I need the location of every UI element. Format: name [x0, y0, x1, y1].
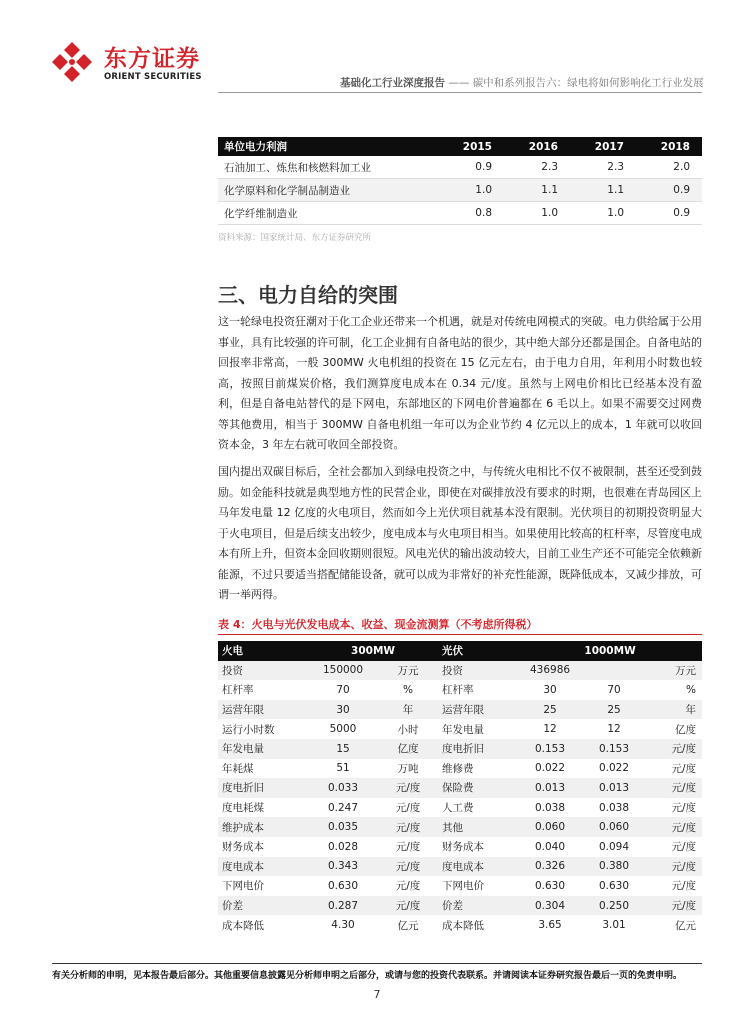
table-cell: [582, 661, 646, 681]
row-label: 年耗煤: [222, 762, 254, 775]
thermal-header: 火电: [218, 641, 308, 661]
table-row: [218, 680, 702, 700]
table-cell: 25: [518, 700, 582, 720]
table-cell: %: [686, 683, 697, 696]
table-row: [218, 798, 702, 818]
row-label: 财务成本: [442, 841, 485, 854]
column-header: 单位电力利润: [218, 137, 438, 156]
table-cell: 5000: [329, 723, 357, 736]
table-cell: 元/度: [378, 778, 438, 798]
footer-divider: [52, 963, 702, 964]
row-label: 其他: [438, 817, 518, 837]
table-row: [218, 759, 702, 779]
running-title: [340, 75, 704, 90]
brand-logo: [50, 40, 220, 86]
thermal-capacity: 300MW: [308, 641, 438, 661]
section-title: 三、电力自给的突围: [218, 283, 398, 307]
table-cell: 150000: [308, 661, 378, 681]
table-cell: 12: [607, 723, 621, 736]
table-cell: 0.038: [534, 801, 566, 814]
table-row: [218, 700, 702, 720]
table-cell: 70: [336, 683, 350, 696]
page-number: 7: [373, 988, 381, 1001]
orient-securities-logo-icon: [50, 40, 94, 84]
table-cell: 元/度: [646, 857, 702, 877]
table-cell: 0.380: [582, 857, 646, 877]
table-cell: 1.1: [504, 179, 570, 202]
table-row: [218, 202, 702, 225]
header-divider: [218, 92, 702, 93]
row-label: 价差: [438, 896, 518, 916]
pv-header: 光伏: [438, 641, 518, 661]
row-label: 化学纤维制造业: [218, 202, 438, 225]
table-row: [218, 817, 702, 837]
table-cell: 0.630: [534, 879, 566, 892]
title-separator: ——: [448, 77, 470, 89]
table-cell: 0.060: [582, 817, 646, 837]
table-row: [218, 896, 702, 916]
table-cell: 12: [543, 723, 557, 736]
brand-name-cn: 东方证券: [104, 46, 200, 72]
row-label: 杠杆率: [442, 684, 474, 697]
column-header: 2015: [438, 137, 504, 156]
table-cell: 亿元: [397, 919, 419, 932]
table-row: [218, 661, 702, 681]
table-cell: 元/度: [646, 896, 702, 916]
row-label: 化学原料和化学制品制造业: [218, 179, 438, 202]
caption-divider: [218, 634, 702, 635]
body-paragraph: 这一轮绿电投资狂潮对于化工企业还带来一个机遇，就是对传统电网模式的突破。电力供给属于公用事业，具有比较强的许可制，化工企业拥有自备电站的很少，其中绝大部分还都是国企。自备电站的回报率非常高，一般 300MW 火电机组的投资在 15 亿元左右，由于电力自用，年利用小时数也较高，按照目前煤炭价格，我们测算度电成本在 0.34 元/度。虽然与上网电价相比已经基本没有盈利，但是自备电站替代的是下网电，东部地区的下网电价普遍都在 6 毛以上。如果不需要交过网费等其他费用，相当于 300MW 自备电机组一年可以为企业节约 4 亿元以上的成本，1 年就可以收回资本金，3 年左右就可收回全部投资。: [218, 315, 702, 451]
table-cell: 元/度: [671, 762, 697, 775]
table-cell: 0.250: [582, 896, 646, 916]
table-cell: 元/度: [395, 802, 421, 815]
row-label: 年发电量: [218, 739, 308, 759]
row-label: 杠杆率: [222, 684, 254, 697]
table-cell: 亿度: [378, 739, 438, 759]
table-cell: 0.287: [308, 896, 378, 916]
table-cell: 0.630: [327, 879, 359, 892]
row-label: 价差: [218, 896, 308, 916]
table-cell: 0.094: [598, 840, 630, 853]
row-label: 石油加工、炼焦和核燃料加工业: [218, 156, 438, 179]
table-cell: 30: [308, 700, 378, 720]
table-caption: 表 4：火电与光伏发电成本、收益、现金流测算（不考虑所得税）: [218, 618, 538, 631]
table-header-row: [218, 137, 702, 156]
table-cell: 0.040: [534, 840, 566, 853]
table-cell: 1.0: [570, 202, 636, 225]
table-cell: 0.060: [518, 817, 582, 837]
row-label: 运行小时数: [222, 723, 275, 736]
column-header: 2018: [636, 137, 702, 156]
pv-capacity: 1000MW: [518, 641, 702, 661]
table-cell: 0.038: [598, 801, 630, 814]
table-cell: 4.30: [331, 919, 355, 932]
brand-name-en: ORIENT SECURITIES: [104, 72, 202, 82]
table-cell: 1.0: [438, 179, 504, 202]
row-label: 度电耗煤: [222, 802, 264, 815]
row-label: 财务成本: [222, 841, 264, 854]
report-type: 基础化工行业深度报告: [340, 77, 445, 89]
row-label: 人工费: [442, 802, 474, 815]
table-cell: 51: [336, 762, 350, 775]
table-cell: 0.022: [598, 762, 630, 775]
table-cell: 万元: [378, 661, 438, 681]
table-cell: 万元: [646, 661, 702, 681]
table-cell: 2.3: [504, 156, 570, 179]
row-label: 投资: [218, 661, 308, 681]
body-paragraph: 国内提出双碳目标后，全社会都加入到绿电投资之中，与传统火电相比不仅不被限制，甚至还受到鼓励。如金能科技就是典型地方性的民营企业，即使在对碳排放没有要求的时期，也很难在青岛园区上马年发电量 12 亿度的火电项目，然而如今上光伏项目就基本没有限制。光伏项目的初期投资明显大于火电项目，但是后续支出较少，度电成本与火电项目相当。如果使用比较高的杠杆率，尽管度电成本有所上升，但资本金回收期则很短。风电光伏的输出波动较大，目前工业生产还不可能完全依赖新能源，不过只要适当搭配储能设备，就可以成为非常好的补充性能源，既降低成本，又减少排放，可谓一举两得。: [218, 465, 702, 601]
table-cell: 0.326: [518, 857, 582, 877]
table-cell: 元/度: [646, 817, 702, 837]
table-cell: 0.9: [636, 202, 702, 225]
table-cell: 25: [582, 700, 646, 720]
table-source: 资料来源：国家统计局、东方证券研究所: [218, 233, 372, 243]
table-cell: 元/度: [378, 896, 438, 916]
table-cell: 0.153: [518, 739, 582, 759]
table-row: [218, 719, 702, 739]
table-cell: 元/度: [646, 778, 702, 798]
table-cell: 0.8: [438, 202, 504, 225]
table-cell: 0.9: [438, 156, 504, 179]
table-cell: 0.013: [582, 778, 646, 798]
table-row: [218, 778, 702, 798]
table-cell: 元/度: [378, 857, 438, 877]
row-label: 下网电价: [222, 880, 264, 893]
table-cell: 元/度: [671, 841, 697, 854]
table-cell: 0.247: [327, 801, 359, 814]
row-label: 成本降低: [222, 919, 264, 932]
table-cell: 亿度: [675, 723, 697, 736]
table-cell: 0.153: [582, 739, 646, 759]
row-label: 下网电价: [442, 880, 485, 893]
row-label: 成本降低: [442, 919, 485, 932]
table-row: [218, 179, 702, 202]
disclaimer: 有关分析师的申明，见本报告最后部分。其他重要信息披露见分析师申明之后部分，或请与您的投资代表联系。并请阅读本证券研究报告最后一页的免责申明。: [52, 971, 683, 981]
table-row: [218, 857, 702, 877]
table-cell: 3.65: [538, 919, 562, 932]
table-cell: 2.3: [570, 156, 636, 179]
row-label: 度电折旧: [438, 739, 518, 759]
table-cell: 0.028: [327, 840, 359, 853]
row-label: 运营年限: [438, 700, 518, 720]
table-cell: 元/度: [378, 817, 438, 837]
table-cell: 0.304: [518, 896, 582, 916]
table-cell: 0.035: [308, 817, 378, 837]
row-label: 保险费: [438, 778, 518, 798]
column-header: 2017: [570, 137, 636, 156]
column-header: 2016: [504, 137, 570, 156]
table-cell: 元/度: [646, 739, 702, 759]
table-cell: 1.0: [504, 202, 570, 225]
table-cell: 15: [308, 739, 378, 759]
table-cell: %: [403, 683, 413, 696]
table-cell: 元/度: [671, 802, 697, 815]
row-label: 度电成本: [438, 857, 518, 877]
row-label: 投资: [438, 661, 518, 681]
table-cell: 70: [607, 683, 621, 696]
table-cell: 0.022: [534, 762, 566, 775]
report-title: 碳中和系列报告六：绿电将如何影响化工行业发展: [472, 77, 704, 89]
table-cell: 0.630: [598, 879, 630, 892]
table-cell: 30: [543, 683, 557, 696]
table-cell: 元/度: [395, 841, 421, 854]
row-label: 维护成本: [218, 817, 308, 837]
profit-per-power-table: [218, 137, 702, 225]
cost-comparison-table: [218, 641, 702, 935]
row-label: 维修费: [442, 762, 474, 775]
table-row: [218, 837, 702, 857]
table-row: [218, 156, 702, 179]
table-cell: 1.1: [570, 179, 636, 202]
row-label: 度电折旧: [218, 778, 308, 798]
table-cell: 元/度: [395, 880, 421, 893]
table-cell: 436986: [518, 661, 582, 681]
table-cell: 0.013: [518, 778, 582, 798]
table-cell: 0.033: [308, 778, 378, 798]
table-cell: 0.343: [308, 857, 378, 877]
table-row: [218, 915, 702, 935]
table-row: [218, 876, 702, 896]
table-cell: 万吨: [397, 762, 419, 775]
row-label: 年发电量: [442, 723, 485, 736]
table-cell: 3.01: [602, 919, 626, 932]
row-label: 运营年限: [218, 700, 308, 720]
table-row: [218, 739, 702, 759]
table-cell: 年: [378, 700, 438, 720]
table-cell: 0.9: [636, 179, 702, 202]
table-cell: 亿元: [675, 919, 697, 932]
table-cell: 2.0: [636, 156, 702, 179]
table-cell: 元/度: [671, 880, 697, 893]
row-label: 度电成本: [218, 857, 308, 877]
table-header-row: [218, 641, 702, 661]
table-cell: 小时: [397, 723, 419, 736]
table-cell: 年: [646, 700, 702, 720]
